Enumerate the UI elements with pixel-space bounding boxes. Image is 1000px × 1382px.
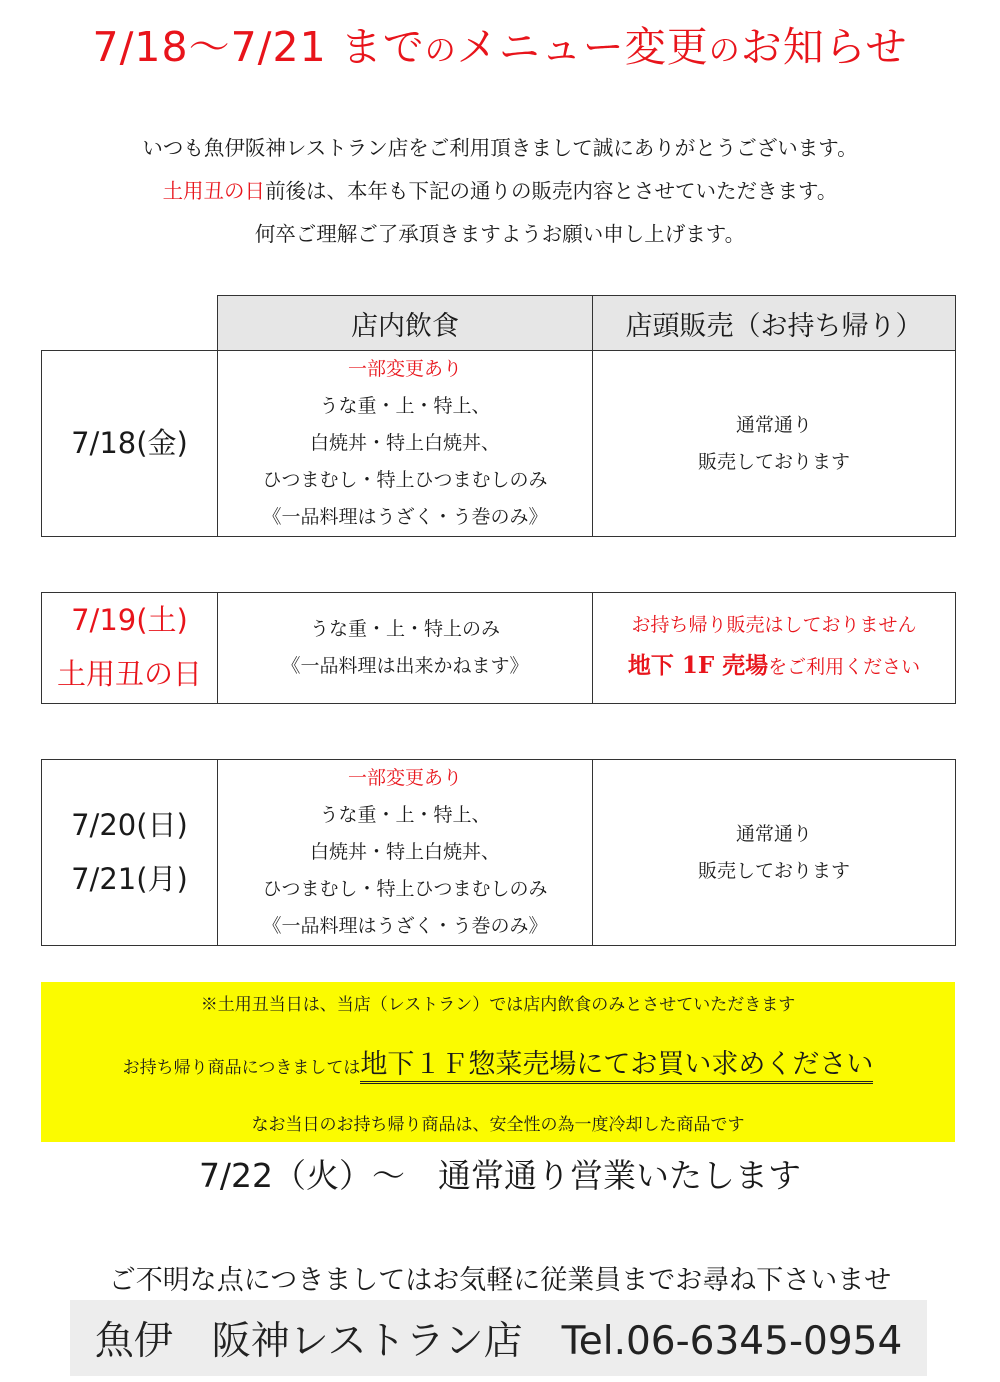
intro-line-3: 何卒ご理解ご了承頂きますようお願い申し上げます。 — [254, 222, 746, 246]
dine-in-cell: 一部変更あり うな重・上・特上、 白焼丼・特上白焼丼、 ひつまむし・特上ひつまむしのみ 《一品料理はうざく・う巻のみ》 — [218, 760, 593, 946]
date-cell: 7/18(金) — [42, 351, 218, 537]
header-dine-in: 店内飲食 — [218, 296, 593, 351]
table-header — [217, 295, 956, 351]
store-name-phone: 魚伊 阪神レストラン店 Tel.06-6345-0954 — [94, 1319, 903, 1364]
resume-notice: 7/22（火）〜 通常通り営業いたします — [198, 1156, 802, 1195]
contact-note: ご不明な点につきましてはお気軽に従業員までお尋ね下さいませ — [108, 1265, 892, 1296]
schedule-row-0718 — [41, 350, 956, 537]
notice-box — [41, 982, 955, 1142]
date-cell: 7/19(土) 土用丑の日 — [42, 593, 218, 704]
takeout-cell: 通常通り 販売しております — [593, 351, 956, 537]
takeout-cell: お持ち帰り販売はしておりません 地下 1F 売場をご利用ください — [593, 593, 956, 704]
header-takeout: 店頭販売（お持ち帰り） — [593, 296, 956, 351]
doyo-ushi-highlight: 土用丑の日 — [162, 179, 266, 203]
takeout-cell: 通常通り 販売しております — [593, 760, 956, 946]
page-title: 7/18〜7/21 までのメニュー変更のお知らせ — [92, 23, 908, 71]
dine-in-cell: うな重・上・特上のみ 《一品料理は出来かねます》 — [218, 593, 593, 704]
store-footer — [70, 1300, 927, 1376]
notice-line-2: お持ち帰り商品につきましては地下１Ｆ惣菜売場にてお買い求めください — [41, 1042, 955, 1081]
intro-line-2: 土用丑の日前後は、本年も下記の通りの販売内容とさせていただきます。 — [162, 179, 838, 203]
notice-line-1: ※土用丑当日は、当店（レストラン）では店内飲食のみとさせていただきます — [200, 995, 796, 1015]
date-cell: 7/20(日) 7/21(月) — [42, 760, 218, 946]
schedule-row-0719 — [41, 592, 956, 704]
dine-in-cell: 一部変更あり うな重・上・特上、 白焼丼・特上白焼丼、 ひつまむし・特上ひつまむしのみ 《一品料理はうざく・う巻のみ》 — [218, 351, 593, 537]
notice-line-3: なお当日のお持ち帰り商品は、安全性の為一度冷却した商品です — [251, 1115, 745, 1135]
intro-line-1: いつも魚伊阪神レストラン店をご利用頂きまして誠にありがとうございます。 — [142, 136, 858, 160]
schedule-row-0720-0721 — [41, 759, 956, 946]
basement-deli-callout: 地下１Ｆ惣菜売場にてお買い求めください — [360, 1049, 873, 1084]
